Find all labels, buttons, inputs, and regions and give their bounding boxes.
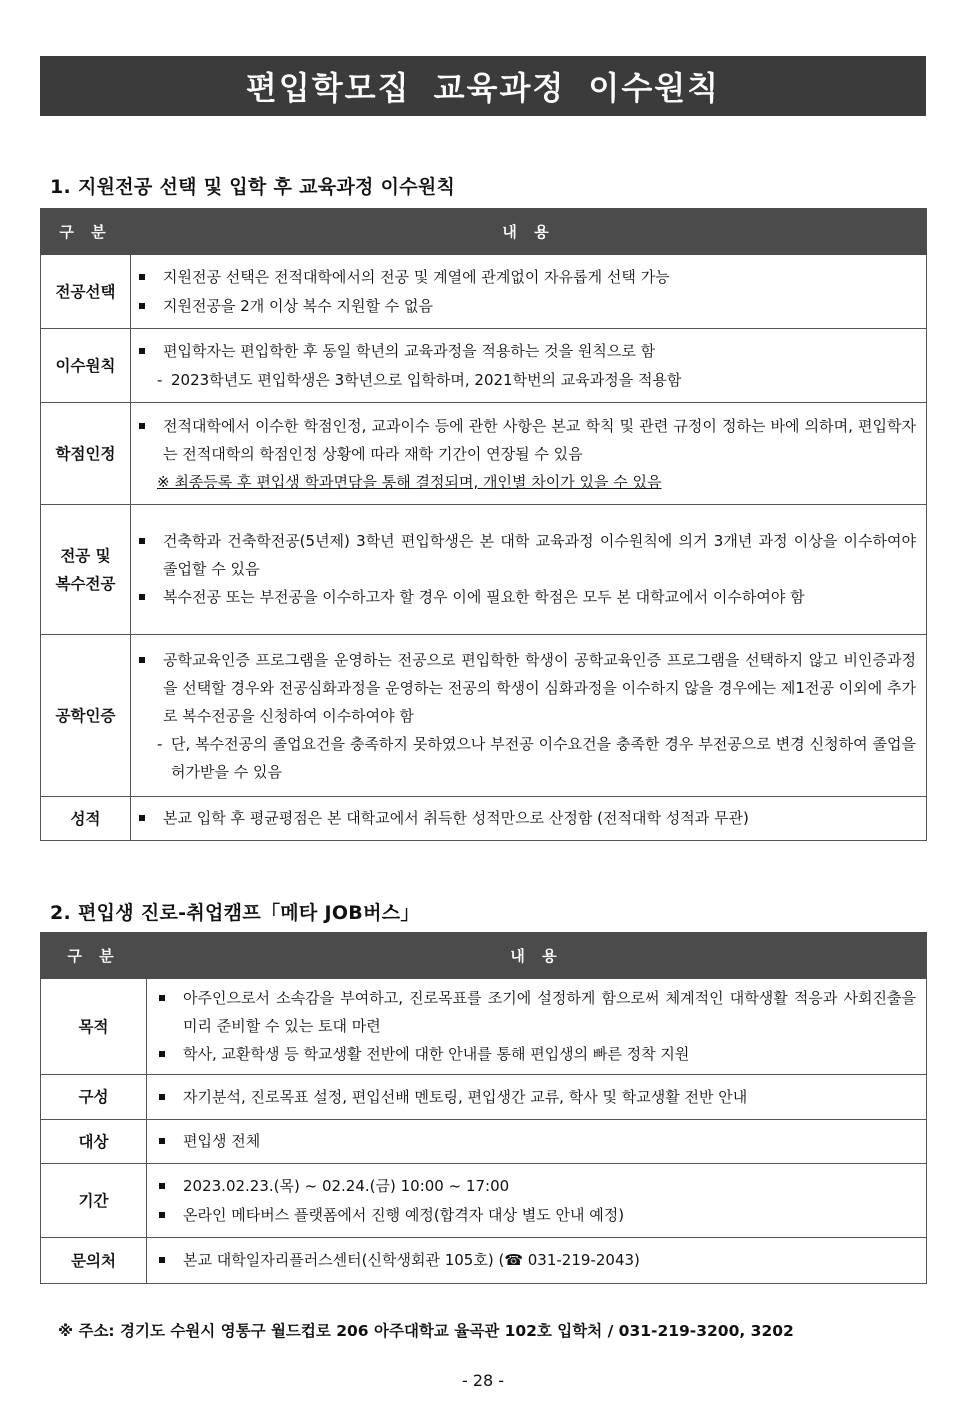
row-label: 목적 bbox=[41, 979, 147, 1075]
bullet-square-icon bbox=[159, 1212, 165, 1218]
bullet-item: 지원전공을 2개 이상 복수 지원할 수 없음 bbox=[139, 292, 916, 321]
table-row bbox=[41, 403, 927, 505]
bullet-item bbox=[159, 1246, 916, 1275]
bullet-item: 지원전공 선택은 전적대학에서의 전공 및 계열에 관계없이 자유롭게 선택 가능 bbox=[139, 263, 916, 292]
row-label: 문의처 bbox=[41, 1238, 147, 1284]
bullet-item: 전적대학에서 이수한 학점인정, 교과이수 등에 관한 사항은 본교 학칙 및 관련 규정이 정하는 바에 의하며, 편입학자는 전적대학의 학점인정 상황에 따라 재학 기간이 연장될 수 있음 bbox=[139, 412, 916, 468]
bullet-square-icon bbox=[159, 1183, 165, 1189]
contact-text: 본교 대학일자리플러스센터(신학생회관 105호) ( bbox=[183, 1251, 505, 1269]
row-label: 성적 bbox=[41, 797, 131, 841]
bullet-square-icon bbox=[139, 594, 145, 600]
table-row bbox=[41, 329, 927, 403]
table-row bbox=[41, 1120, 927, 1164]
phone-icon: ☎ bbox=[504, 1251, 523, 1269]
table-header-row bbox=[41, 933, 927, 979]
table-row bbox=[41, 1238, 927, 1284]
row-label: 이수원칙 bbox=[41, 329, 131, 403]
table-row bbox=[41, 797, 927, 841]
bullet-square-icon bbox=[139, 348, 145, 354]
bullet-square-icon bbox=[139, 657, 145, 663]
table-row bbox=[41, 505, 927, 635]
page-number: - 28 - bbox=[461, 1371, 505, 1390]
bullet-item: 건축학과 건축학전공(5년제) 3학년 편입학생은 본 대학 교육과정 이수원칙에 의거 3개년 과정 이상을 이수하여야 졸업할 수 있음 bbox=[139, 527, 916, 583]
bullet-square-icon bbox=[139, 303, 145, 309]
table-row bbox=[41, 255, 927, 329]
row-label-line2: 복수전공 bbox=[55, 574, 116, 593]
table-row bbox=[41, 1164, 927, 1238]
section1-heading: 1. 지원전공 선택 및 입학 후 교육과정 이수원칙 bbox=[50, 176, 456, 198]
footer-address: ※ 주소: 경기도 수원시 영통구 월드컵로 206 아주대학교 율곡관 102호 입학처 / 031-219-3200, 3202 bbox=[58, 1322, 794, 1340]
row-label: 학점인정 bbox=[41, 403, 131, 505]
bullet-item: 온라인 메타버스 플랫폼에서 진행 예정(합격자 대상 별도 안내 예정) bbox=[159, 1201, 916, 1230]
table-row bbox=[41, 1075, 927, 1120]
bullet-item: 공학교육인증 프로그램을 운영하는 전공으로 편입학한 학생이 공학교육인증 프로그램을 선택하지 않고 비인증과정을 선택할 경우와 전공심화과정을 운영하는 전공의 학생이 심화과정을 이수하지 않을 경우에는 제1전공 이외에 추가로 복수전공을 신청하여 이수하여야 함 bbox=[139, 646, 916, 730]
bullet-item: 2023.02.23.(목) ~ 02.24.(금) 10:00 ~ 17:00 bbox=[159, 1172, 916, 1201]
bullet-square-icon bbox=[139, 274, 145, 280]
header-category: 구 분 bbox=[41, 209, 131, 255]
row-label: 구성 bbox=[41, 1075, 147, 1120]
table-row bbox=[41, 979, 927, 1075]
bullet-item: 편입학자는 편입학한 후 동일 학년의 교육과정을 적용하는 것을 원칙으로 함 bbox=[139, 337, 916, 366]
header-content: 내 용 bbox=[147, 933, 927, 979]
bullet-square-icon bbox=[159, 1138, 165, 1144]
table-header-row bbox=[41, 209, 927, 255]
dash-item: - 단, 복수전공의 졸업요건을 충족하지 못하였으나 부전공 이수요건을 충족한 경우 부전공으로 변경 신청하여 졸업을 허가받을 수 있음 bbox=[157, 734, 916, 781]
bullet-square-icon bbox=[159, 1051, 165, 1057]
row-label: 공학인증 bbox=[41, 635, 131, 797]
header-category: 구 분 bbox=[41, 933, 147, 979]
phone-number: 031-219-2043) bbox=[523, 1251, 640, 1269]
bullet-square-icon bbox=[159, 1094, 165, 1100]
header-content: 내 용 bbox=[131, 209, 927, 255]
bullet-item: 자기분석, 진로목표 설정, 편입선배 멘토링, 편입생간 교류, 학사 및 학교생활 전반 안내 bbox=[159, 1083, 916, 1112]
bullet-square-icon bbox=[139, 815, 145, 821]
bullet-square-icon bbox=[159, 995, 165, 1001]
document-title: 편입학모집 교육과정 이수원칙 bbox=[40, 56, 926, 116]
row-label: 기간 bbox=[41, 1164, 147, 1238]
row-label: 대상 bbox=[41, 1120, 147, 1164]
bullet-item: 편입생 전체 bbox=[159, 1127, 916, 1156]
bullet-item: 아주인으로서 소속감을 부여하고, 진로목표를 조기에 설정하게 함으로써 체계적인 대학생활 적응과 사회진출을 미리 준비할 수 있는 토대 마련 bbox=[159, 984, 916, 1040]
bullet-item: 복수전공 또는 부전공을 이수하고자 할 경우 이에 필요한 학점은 모두 본 대학교에서 이수하여야 함 bbox=[139, 583, 916, 612]
bullet-square-icon bbox=[159, 1257, 165, 1263]
row-label: 전공선택 bbox=[41, 255, 131, 329]
row-label-line1: 전공 및 bbox=[60, 546, 111, 565]
bullet-square-icon bbox=[139, 423, 145, 429]
section2-heading: 2. 편입생 진로-취업캠프「메타 JOB버스」 bbox=[50, 902, 420, 924]
table-row bbox=[41, 635, 927, 797]
section2-table bbox=[40, 932, 927, 1284]
dash-item: - 2023학년도 편입학생은 3학년으로 입학하며, 2021학번의 교육과정을 적용함 bbox=[157, 371, 682, 389]
section1-table bbox=[40, 208, 927, 841]
bullet-square-icon bbox=[139, 538, 145, 544]
note-text: ※ 최종등록 후 편입생 학과면담을 통해 결정되며, 개인별 차이가 있을 수 있음 bbox=[157, 472, 662, 491]
bullet-item: 학사, 교환학생 등 학교생활 전반에 대한 안내를 통해 편입생의 빠른 정착 지원 bbox=[159, 1040, 916, 1069]
bullet-item: 본교 입학 후 평균평점은 본 대학교에서 취득한 성적만으로 산정함 (전적대학 성적과 무관) bbox=[139, 804, 916, 833]
